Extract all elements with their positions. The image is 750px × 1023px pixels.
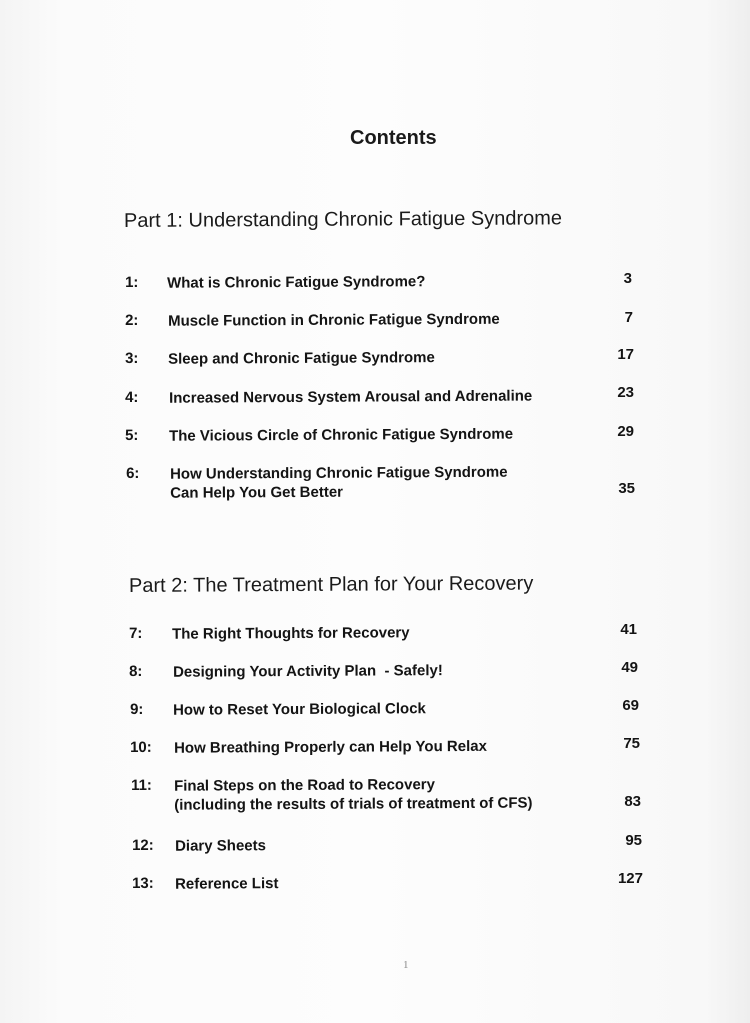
entry-page-8: 49 (621, 659, 638, 676)
entry-number: 12: (132, 836, 154, 854)
part2-heading: Part 2: The Treatment Plan for Your Recovery (128, 572, 534, 597)
entry-title-line: The Right Thoughts for Recovery (172, 624, 410, 643)
entry-page-5: 29 (617, 423, 634, 440)
entry-title (172, 623, 410, 643)
entry-number: 10: (130, 738, 152, 756)
entry-page-13: 127 (617, 870, 643, 887)
entry-title (169, 387, 532, 408)
entry-number: 1: (125, 273, 139, 291)
entry-page-11: 83 (624, 793, 641, 810)
entry-title-line: What is Chronic Fatigue Syndrome? (167, 273, 426, 292)
entry-title (170, 463, 508, 503)
entry-number: 6: (126, 464, 140, 482)
entry-page-9: 69 (622, 697, 639, 714)
entry-number: 9: (130, 700, 144, 718)
entry-title (174, 737, 487, 758)
entry-title-line: How to Reset Your Biological Clock (173, 700, 426, 719)
entry-title-line: The Vicious Circle of Chronic Fatigue Syndrome (169, 425, 514, 445)
entry-title-line: Final Steps on the Road to Recovery (174, 776, 435, 795)
entry-number: 4: (125, 388, 139, 406)
part1-heading: Part 1: Understanding Chronic Fatigue Syndrome (123, 207, 563, 232)
entry-title (169, 425, 513, 446)
entry-number: 5: (125, 426, 139, 444)
entry-title (168, 310, 500, 331)
entry-title-line: Increased Nervous System Arousal and Adrenaline (169, 387, 533, 407)
entry-title (167, 272, 425, 293)
entry-title-line: (including the results of trials of treatment of CFS) (174, 794, 533, 814)
entry-number: 13: (132, 874, 154, 892)
entry-title (173, 661, 443, 682)
entry-number: 11: (131, 776, 152, 794)
entry-page-1: 3 (623, 270, 632, 287)
entry-page-2: 7 (624, 309, 633, 326)
entry-title (173, 699, 426, 720)
entry-page-3: 17 (617, 346, 634, 363)
entry-title (175, 874, 278, 894)
entry-title (175, 836, 266, 856)
entry-page-6: 35 (618, 480, 635, 497)
page-title: Contents (350, 127, 437, 149)
entry-number: 3: (125, 349, 139, 367)
entry-page-4: 23 (617, 384, 634, 401)
entry-number: 7: (129, 624, 143, 642)
entry-page-7: 41 (620, 621, 637, 638)
entry-title-line: How Breathing Properly can Help You Relax (174, 737, 487, 757)
entry-title-line: Diary Sheets (175, 837, 266, 855)
entry-title-line: Sleep and Chronic Fatigue Syndrome (168, 349, 435, 368)
page-number: 1 (403, 959, 409, 971)
entry-title-line: Designing Your Activity Plan - Safely! (173, 662, 443, 681)
entry-title (168, 348, 435, 369)
entry-title (174, 775, 533, 815)
entry-page-10: 75 (623, 735, 640, 752)
entry-page-12: 95 (625, 832, 642, 849)
entry-title-line: Muscle Function in Chronic Fatigue Syndrome (168, 310, 500, 330)
entry-number: 8: (129, 662, 143, 680)
entry-title-line: Can Help You Get Better (170, 483, 344, 502)
entry-number: 2: (125, 311, 139, 329)
entry-title-line: How Understanding Chronic Fatigue Syndrome (170, 463, 508, 483)
entry-title-line: Reference List (175, 875, 279, 893)
